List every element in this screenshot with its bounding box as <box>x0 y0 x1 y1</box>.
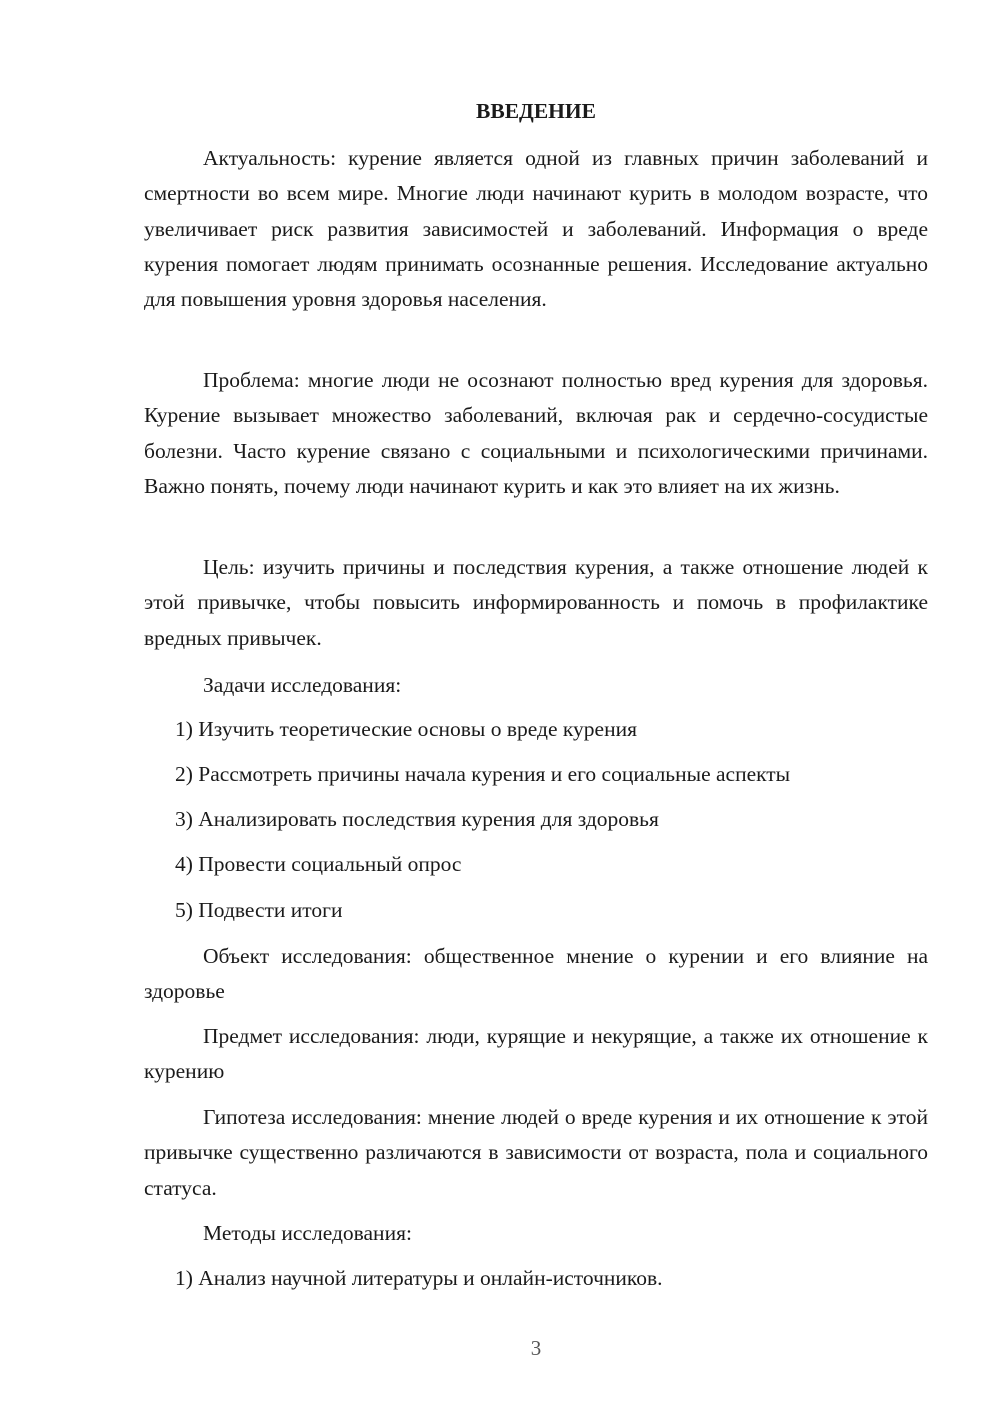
section-title: ВВЕДЕНИЕ <box>476 99 596 123</box>
task-item: 1) Изучить теоретические основы о вреде курения <box>175 717 637 741</box>
object-paragraph: Объект исследования: общественное мнение о курении и его влияние на здоровье <box>144 944 928 1004</box>
tasks-heading: Задачи исследования: <box>203 673 402 697</box>
page-number: 3 <box>530 1336 542 1360</box>
method-item: 1) Анализ научной литературы и онлайн-источников. <box>175 1266 663 1290</box>
methods-heading: Методы исследования: <box>203 1221 412 1245</box>
hypothesis-paragraph: Гипотеза исследования: мнение людей о вреде курения и их отношение к этой привычке существенно различаются в зависимости от возраста, пола и социального статуса. <box>144 1105 928 1200</box>
task-item: 2) Рассмотреть причины начала курения и его социальные аспекты <box>175 762 791 786</box>
subject-paragraph: Предмет исследования: люди, курящие и некурящие, а также их отношение к курению <box>144 1024 928 1084</box>
problem-paragraph: Проблема: многие люди не осознают полностью вред курения для здоровья. Курение вызывает множество заболеваний, включая рак и сердечно-сосудистые болезни. Часто курение связано с социальными и психологическими причинами. Важно понять, почему люди начинают курить и как это влияет на их жизнь. <box>144 368 928 498</box>
task-item: 3) Анализировать последствия курения для здоровья <box>175 807 659 831</box>
relevance-paragraph: Актуальность: курение является одной из главных причин заболеваний и смертности во всем мире. Многие люди начинают курить в молодом возрасте, что увеличивает риск развития зависимостей и заболеваний. Информация о вреде курения помогает людям принимать осознанные решения. Исследование актуально для повышения уровня здоровья населения. <box>144 146 928 312</box>
task-item: 4) Провести социальный опрос <box>175 852 462 876</box>
goal-paragraph: Цель: изучить причины и последствия курения, а также отношение людей к этой привычке, чтобы повысить информированность и помочь в профилактике вредных привычек. <box>144 555 928 650</box>
task-item: 5) Подвести итоги <box>175 898 343 922</box>
